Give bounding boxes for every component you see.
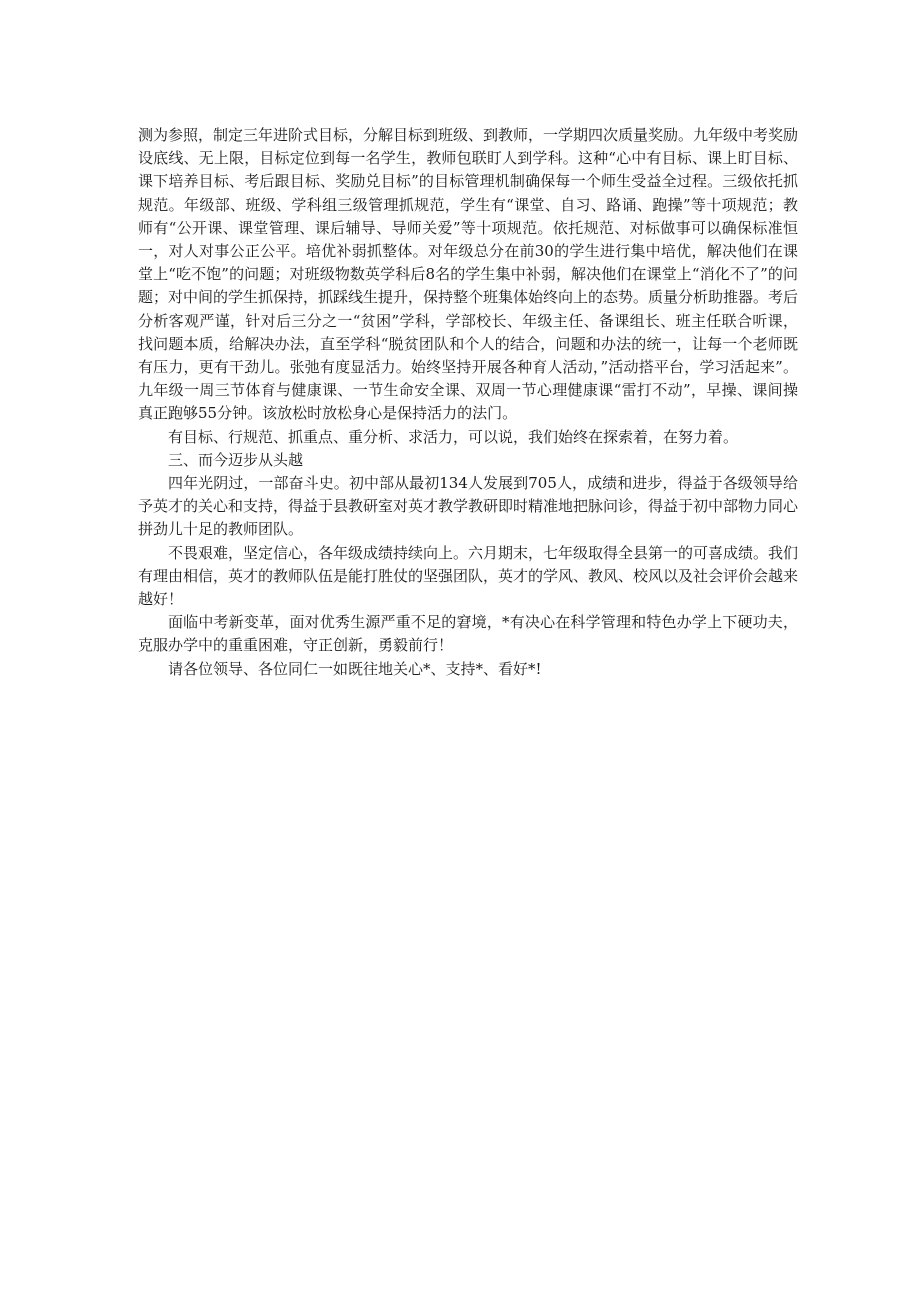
document-body (138, 124, 798, 681)
paragraph-four-years: 四年光阴过，一部奋斗史。初中部从最初134人发展到705人，成绩和进步，得益于各级领导给予英才的关心和支持，得益于县教研室对英才教学教研即时精准地把脉问诊，得益于初中部物力同心拼劲儿十足的教师团队。 (138, 474, 799, 539)
paragraph-closing: 请各位领导、各位同仁一如既往地关心*、支持*、看好*! (168, 659, 542, 678)
paragraph-management-measures: 测为参照，制定三年进阶式目标，分解目标到班级、到教师，一学期四次质量奖励。九年级中考奖励设底线、无上限，目标定位到每一名学生，教师包联盯人到学科。这种“心中有目标、课上盯目标、课下培养目标、考后跟目标、奖励兑目标”的目标管理机制确保每一个师生受益全过程。三级依托抓规范。年级部、班级、学科组三级管理抓规范，学生有“课堂、自习、路诵、跑操”等十项规范；教师有“公开课、课堂管理、课后辅导、导师关爱”等十项规范。依托规范、对标做事可以确保标准恒一，对人对事公正公平。培优补弱抓整体。对年级总分在前30的学生进行集中培优，解决他们在课堂上“吃不饱”的问题；对班级物数英学科后8名的学生集中补弱，解决他们在课堂上“消化不了”的问题；对中间的学生抓保持，抓踩线生提升，保持整个班集体始终向上的态势。质量分析助推器。考后分析客观严谨，针对后三分之一“贫困”学科，学部校长、年级主任、备课组长、班主任联合听课，找问题本质，给解决办法，直至学科“脱贫团队和个人的结合，问题和办法的统一，让每一个老师既有压力，更有干劲儿。张弛有度显活力。始终坚持开展各种育人活动，”活动搭平台，学习活起来”。九年级一周三节体育与健康课、一节生命安全课、双周一节心理健康课“雷打不动”，早操、课间操真正跑够55分钟。该放松时放松身心是保持活力的法门。 (138, 126, 799, 423)
paragraph-reform: 面临中考新变革，面对优秀生源严重不足的窘境，*有决心在科学管理和特色办学上下硬功夫，克服办学中的重重困难，守正创新，勇毅前行！ (138, 613, 798, 655)
paragraph-summary: 有目标、行规范、抓重点、重分析、求活力，可以说，我们始终在探索着，在努力着。 (168, 427, 739, 446)
section-heading-3: 三、而今迈步从头越 (168, 450, 304, 469)
paragraph-confidence: 不畏艰难，坚定信心，各年级成绩持续向上。六月期末，七年级取得全县第一的可喜成绩。我们有理由相信，英才的教师队伍是能打胜仗的坚强团队，英才的学风、教风、校风以及社会评价会越来越好！ (138, 543, 799, 609)
